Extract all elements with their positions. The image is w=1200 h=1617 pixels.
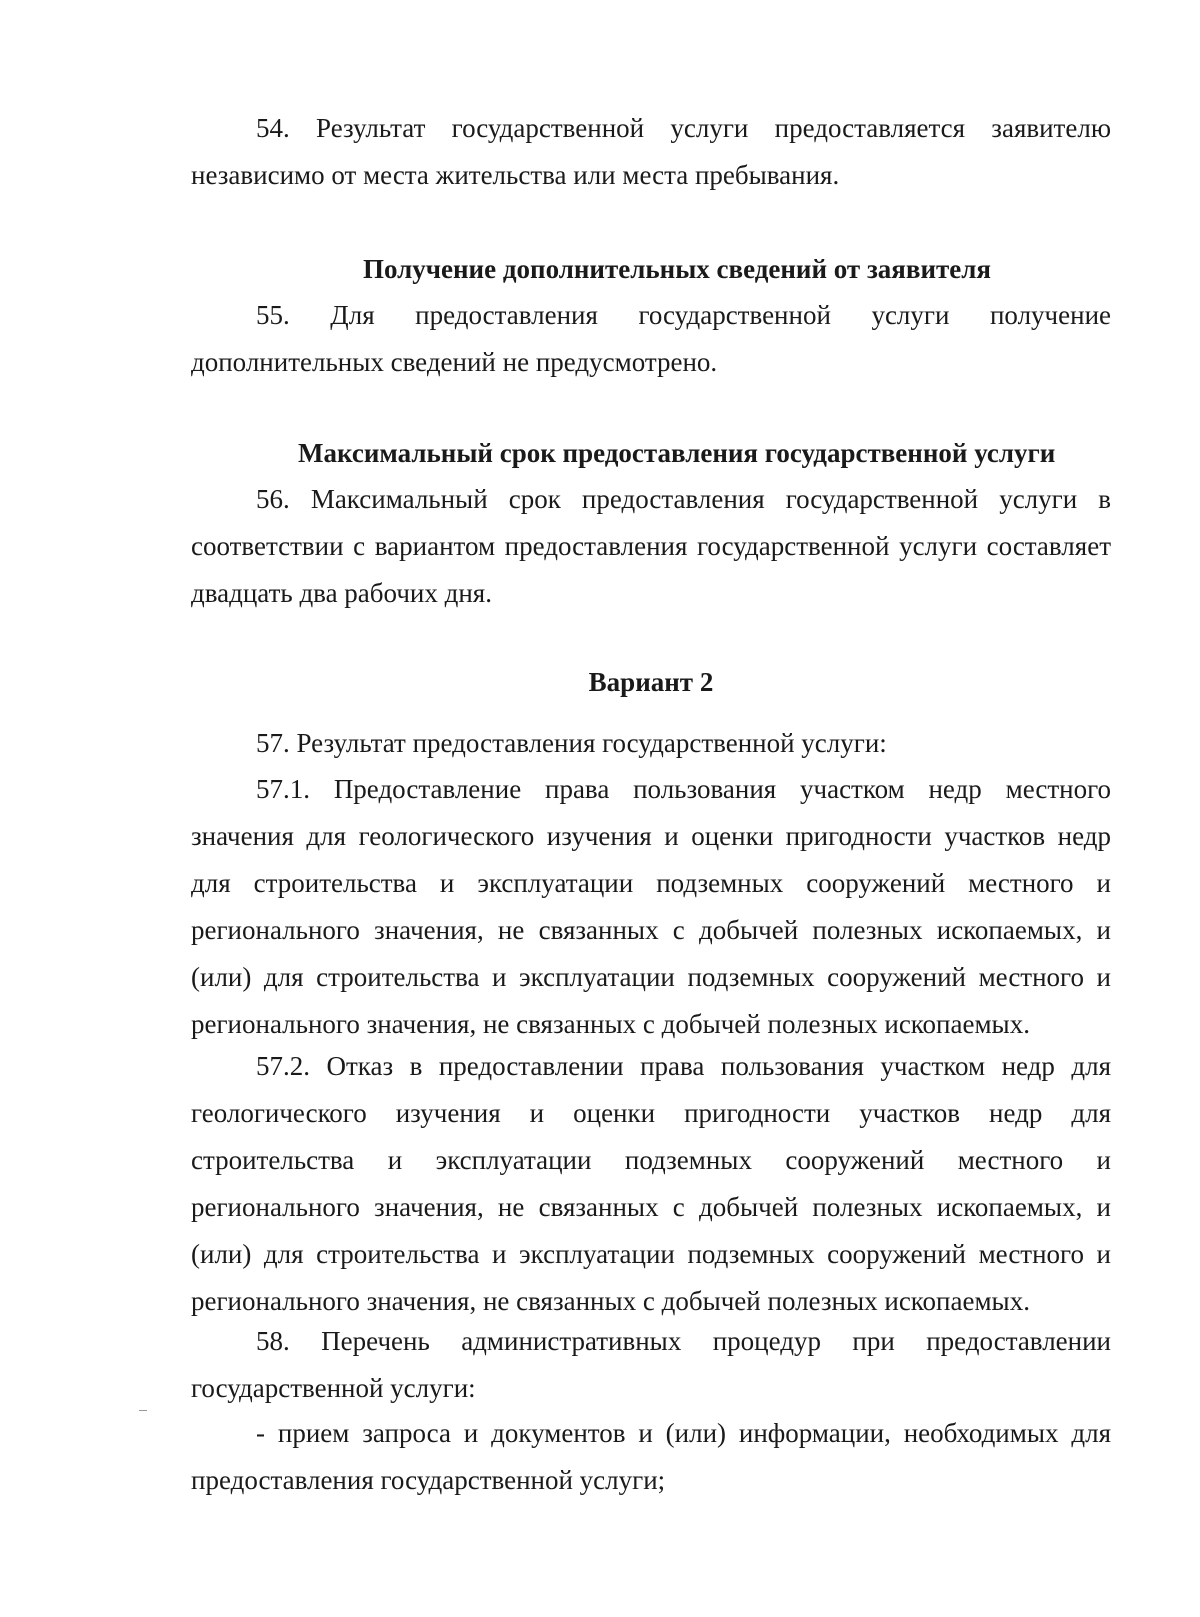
- paragraph-55: 55. Для предоставления государственной услуги получение дополнительных сведений не предусмотрено.: [191, 300, 1111, 377]
- heading-max-term: Максимальный срок предоставления государственной услуги: [298, 438, 1056, 468]
- paragraph-56: 56. Максимальный срок предоставления государственной услуги в соответствии с вариантом предоставления государственной услуги составляет двадцать два рабочих дня.: [191, 484, 1111, 608]
- paragraph-54: 54. Результат государственной услуги предоставляется заявителю независимо от места жительства или места пребывания.: [191, 113, 1111, 190]
- paragraph-57: 57. Результат предоставления государственной услуги:: [256, 728, 887, 758]
- heading-additional-info: Получение дополнительных сведений от заявителя: [363, 254, 992, 284]
- paragraph-57-2: 57.2. Отказ в предоставлении права пользования участком недр для геологического изучения и оценки пригодности участков недр для строительства и эксплуатации подземных сооружений местного и регионального значения, не связанных с добычей полезных ископаемых, и (или) для строительства и эксплуатации подземных сооружений местного и регионального значения, не связанных с добычей полезных ископаемых.: [191, 1051, 1111, 1316]
- paragraph-58: 58. Перечень административных процедур при предоставлении государственной услуги:: [191, 1326, 1111, 1403]
- paragraph-57-1: 57.1. Предоставление права пользования участком недр местного значения для геологического изучения и оценки пригодности участков недр для строительства и эксплуатации подземных сооружений местного и регионального значения, не связанных с добычей полезных ископаемых, и (или) для строительства и эксплуатации подземных сооружений местного и регионального значения, не связанных с добычей полезных ископаемых.: [191, 774, 1111, 1039]
- paragraph-58-item-1: - прием запроса и документов и (или) информации, необходимых для предоставления государственной услуги;: [191, 1418, 1111, 1495]
- heading-variant-2: Вариант 2: [588, 667, 714, 697]
- margin-mark: [139, 1410, 147, 1411]
